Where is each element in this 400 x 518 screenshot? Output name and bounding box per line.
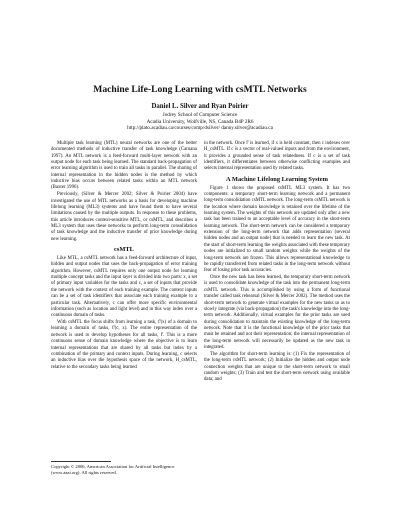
body-paragraph: With csMTL the focus shifts from learning a task, f'(x) of a domain to learning a domain of tasks, f'(c, x). The entire representation of the network is used to develop hypotheses for all tasks, f'. This is a more continuous sense of domain knowledge where the objective is to learn internal representations that are shared by all tasks but index by a combination of the primary and context inputs. During learning, c selects an inductive bias over the hypothesis space of the network, H_csMTL, relative to the secondary tasks being learned [51,320,197,370]
body-paragraph: Like MTL, a csMTL network has a feed-forward architecture of input, hidden and output nodes that uses the back-propagation of error training algorithm. However, csMTL requires only one output node for learning multiple concept tasks and the input layer is divided into two parts: x, a set of primary input variables for the tasks and c, a set of inputs that provide the network with the context of each training example. The context inputs can be a set of task identifiers that associate each training example to a particular task. Alternatively, c can offer more specific environmental information (such as location and light level) and in this way index over a continuous domain of tasks. [51,256,197,319]
paper-authors: Daniel L. Silver and Ryan Poirier [151,103,249,110]
body-paragraph: in the network. Once f' is learned, if x is held constant, then c indexes over H_csMTL. If c is a vector of real-valued inputs and from the environment, it provides a grounded sense of task relatedness. If c is a set of task identifiers, it differentiates between otherwise conflicting examples and selects internal representation used by related tasks. [204,141,350,172]
body-paragraph: Multiple task learning (MTL) neural networks are one of the better documented methods of inductive transfer of task knowledge (Caruana 1997). An MTL network is a feed-forward multi-layer network with an output node for each task being learned. The standard back-propagation of error learning algorithm is used to train all tasks in parallel. The sharing of internal representation in the hidden nodes is the method by which inductive bias occurs between related tasks within an MTL network (Baxter 1996). [51,141,197,191]
paper-title: Machine Life-Long Learning with csMTL Networks [93,84,307,95]
affiliation-line: http://plato.acadiau.ca/courses/comp/dsilver/ danny.silver@acadiau.ca [127,125,273,132]
body-paragraph: Once the new task has been learned, the temporary short-term network is used to consolidate knowledge of the task into the permanent long-term csMTL network. This is accomplished by using a form of functional transfer called task rehearsal (Silver & Mercer 2002). The method uses the short-term network to generate virtual examples for the new tasks so as to slowly integrate (via back-propagation) the task's knowledge into the long-term network. Additionally, virtual examples for the prior tasks are used during consolidation to maintain the existing knowledge of the long-term network. Note that it is the functional knowledge of the prior tasks that must be retained and not their representation; the internal representation of the long-term network will necessarily be updated as the new task in integrated. [204,275,350,350]
section-heading: A Machine Lifelong Learning System [226,175,328,183]
copyright-footnote: Copyright © 2006, American Association for Artificial Intelligence (www.aaai.org). All rights reserved. [51,464,175,475]
affiliation-line: Acadia University, Wolfville, NS, Canada B4P 2R6 [146,118,254,125]
section-heading: csMTL [114,246,134,254]
body-paragraph: Previously, (Silver & Mercer 2002; Silver & Poirier 2004) have investigated the use of MTL networks as a basis for developing machine lifelong learning (ML3) systems and have found them to have several limitations caused by the multiple outputs. In response to these problems, this article introduces context-sensitive MTL, or csMTL, and describes a ML3 system that uses these networks to perform long-term consolidation of task knowledge and the inductive transfer of prior knowledge during new learning. [51,192,197,242]
affiliation-line: Jodrey School of Computer Science [162,112,238,118]
left-column [51,141,197,371]
body-paragraph: Figure 1 shows the proposed csMTL ML3 system. It has two components: a temporary short-term learning network and a permanent long-term consolidation csMTL network. The long-term csMTL network is the location where domain knowledge is retained over the lifetime of the learning system. The weights of this network are updated only after a new task has been trained to an acceptable level of accuracy in the short-term learning network. The short-term network can be considered a temporary extension of the long-term network that adds representation (several hidden nodes and an output node) that is needed to learn the new task. At the start of short-term learning the weights associated with these temporary nodes are initialized to small random weights while the weights of the long-term network are frozen. This allows representational knowledge to be rapidly transferred from related tasks in the long-term network without fear of losing prior task accuracies. [204,185,350,274]
body-paragraph: The algorithm for short-term learning is: (1) Fix the representation of the long-term csMTL network; (2) Initialize the hidden and output node connection weights that are unique to the short-term network to small random weights; (3) Train and test the short-term network using available data; and [204,351,350,383]
affiliation-block [40,112,360,132]
footnote-rule [51,461,111,462]
right-column [204,141,350,384]
